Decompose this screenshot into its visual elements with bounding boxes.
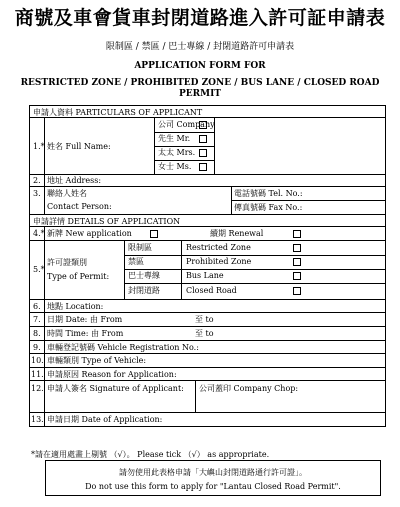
field-6-number: 6.	[33, 302, 41, 311]
location-label: 地點 Location:	[47, 302, 104, 311]
field-time-row	[30, 327, 385, 341]
section-details-label: 申請詳情 DETAILS OF APPLICATION	[33, 217, 181, 226]
time-to-label: 至 to	[195, 329, 214, 338]
application-form-table	[29, 105, 386, 427]
notice-text-zh: 請勿使用此表格申請「大嶼山封閉道路通行許可證」。	[119, 468, 307, 477]
tick-instruction-note: *請在適用處畫上剔號 （√）。 Please tick （√） as appropriate.	[31, 450, 270, 459]
field-1-label-cell	[44, 118, 154, 174]
section-applicant-header	[30, 106, 385, 118]
address-input[interactable]	[44, 175, 385, 186]
field-10-number: 10.	[31, 356, 44, 365]
bus-lane-zh: 巴士專線	[128, 271, 160, 280]
field-4-number: 4.*	[33, 229, 45, 238]
field-permit-type-row	[30, 241, 385, 300]
vehicle-registration-label: 車輛登記號碼 Vehicle Registration No.:	[47, 343, 199, 352]
field-9-number: 9.	[33, 343, 41, 352]
date-from-label: 日期 Date: 由 From	[47, 315, 123, 324]
location-input[interactable]	[44, 300, 385, 312]
prohibited-zone-en: Prohibited Zone	[186, 257, 252, 266]
field-full-name-row	[30, 118, 385, 175]
field-vehicle-type-row	[30, 354, 385, 368]
contact-person-label-zh: 聯絡人姓名	[47, 189, 87, 198]
field-reason-row	[30, 368, 385, 381]
field-date-row	[30, 313, 385, 327]
field-address-row	[30, 175, 385, 187]
option-company-label: 公司 Company	[158, 120, 215, 129]
field-application-date-row	[30, 413, 385, 426]
field-12-number: 12.	[31, 384, 44, 393]
notice-text-en: Do not use this form to apply for "Lantau Closed Road Permit".	[85, 482, 341, 491]
field-3-number: 3.	[33, 189, 41, 198]
bus-lane-en: Bus Lane	[186, 271, 224, 280]
prohibited-zone-checkbox[interactable]	[293, 258, 301, 266]
closed-road-checkbox[interactable]	[293, 287, 301, 295]
signature-label: 申請人簽名 Signature of Applicant:	[47, 384, 184, 393]
field-application-type-row	[30, 227, 385, 241]
form-subtitle-en-line2: RESTRICTED ZONE / PROHIBITED ZONE / BUS LANE / CLOSED ROAD PERMIT	[20, 78, 380, 99]
tel-no-label: 電話號碼 Tel. No.:	[234, 189, 303, 198]
mrs-checkbox[interactable]	[199, 149, 207, 157]
title-options-cell	[154, 118, 214, 174]
field-8-number: 8.	[33, 329, 41, 338]
bus-lane-checkbox[interactable]	[293, 272, 301, 280]
mr-checkbox[interactable]	[199, 135, 207, 143]
new-application-checkbox[interactable]	[150, 230, 158, 238]
section-details-header	[30, 215, 385, 227]
renewal-label: 續期 Renewal	[210, 229, 264, 238]
form-subtitle-en-line1: APPLICATION FORM FOR	[134, 61, 266, 71]
fax-no-label: 傳真號碼 Fax No.:	[234, 203, 303, 212]
contact-person-input[interactable]	[44, 187, 231, 214]
form-subtitle-zh: 限制區 / 禁區 / 巴士專線 / 封閉道路許可申請表	[105, 42, 295, 52]
field-vehicle-registration-row	[30, 341, 385, 354]
restricted-zone-checkbox[interactable]	[293, 244, 301, 252]
option-ms-label: 女士 Ms.	[158, 162, 192, 171]
address-label: 地址 Address:	[47, 176, 102, 185]
section-applicant-label: 申請人資料 PARTICULARS OF APPLICANT	[33, 108, 203, 117]
new-application-label: 新牌 New application	[47, 229, 132, 238]
permit-type-label-zh: 許可證類別	[47, 258, 87, 267]
full-name-label: 姓名 Full Name:	[47, 142, 111, 151]
application-type-cell	[44, 227, 385, 240]
reason-input[interactable]	[44, 368, 385, 380]
vehicle-type-input[interactable]	[44, 354, 385, 367]
company-chop-input[interactable]	[195, 381, 385, 412]
lantau-permit-notice-box	[45, 460, 381, 496]
company-checkbox[interactable]	[199, 121, 207, 129]
signature-input[interactable]	[44, 381, 195, 412]
option-mr-label: 先生 Mr.	[158, 134, 191, 143]
company-chop-label: 公司蓋印 Company Chop:	[199, 384, 299, 393]
application-date-input[interactable]	[44, 413, 385, 426]
reason-label: 申請原因 Reason for Application:	[47, 370, 177, 379]
application-date-label: 申請日期 Date of Application:	[47, 415, 163, 424]
permit-type-label-en: Type of Permit:	[47, 272, 110, 281]
field-11-number: 11.	[31, 370, 44, 379]
field-contact-row	[30, 187, 385, 215]
field-7-number: 7.	[33, 315, 41, 324]
time-from-label: 時間 Time: 由 From	[47, 329, 124, 338]
ms-checkbox[interactable]	[199, 163, 207, 171]
full-name-input[interactable]	[214, 118, 385, 174]
field-location-row	[30, 300, 385, 313]
prohibited-zone-zh: 禁區	[128, 257, 144, 266]
field-5-number: 5.*	[33, 265, 45, 274]
permit-type-label-cell	[44, 241, 124, 299]
vehicle-registration-input[interactable]	[44, 341, 385, 353]
renewal-checkbox[interactable]	[293, 230, 301, 238]
application-form-page	[0, 6, 400, 507]
restricted-zone-zh: 限制區	[128, 243, 152, 252]
closed-road-en: Closed Road	[186, 286, 237, 295]
option-mrs-label: 太太 Mrs.	[158, 148, 196, 157]
permit-type-options-cell	[124, 241, 385, 299]
date-input[interactable]	[44, 313, 385, 326]
time-input[interactable]	[44, 327, 385, 340]
field-signature-row	[30, 381, 385, 413]
field-2-number: 2.	[33, 176, 41, 185]
contact-person-label-en: Contact Person:	[47, 202, 112, 211]
field-13-number: 13.	[31, 415, 44, 424]
restricted-zone-en: Restricted Zone	[186, 243, 251, 252]
form-title: 商號及車會貨車封閉道路進入許可証申請表	[14, 7, 386, 29]
date-to-label: 至 to	[195, 315, 214, 324]
tel-fax-cell	[231, 187, 385, 214]
field-1-number: 1.*	[33, 142, 45, 151]
vehicle-type-label: 車輛類別 Type of Vehicle:	[47, 356, 147, 365]
closed-road-zh: 封閉道路	[128, 286, 160, 295]
